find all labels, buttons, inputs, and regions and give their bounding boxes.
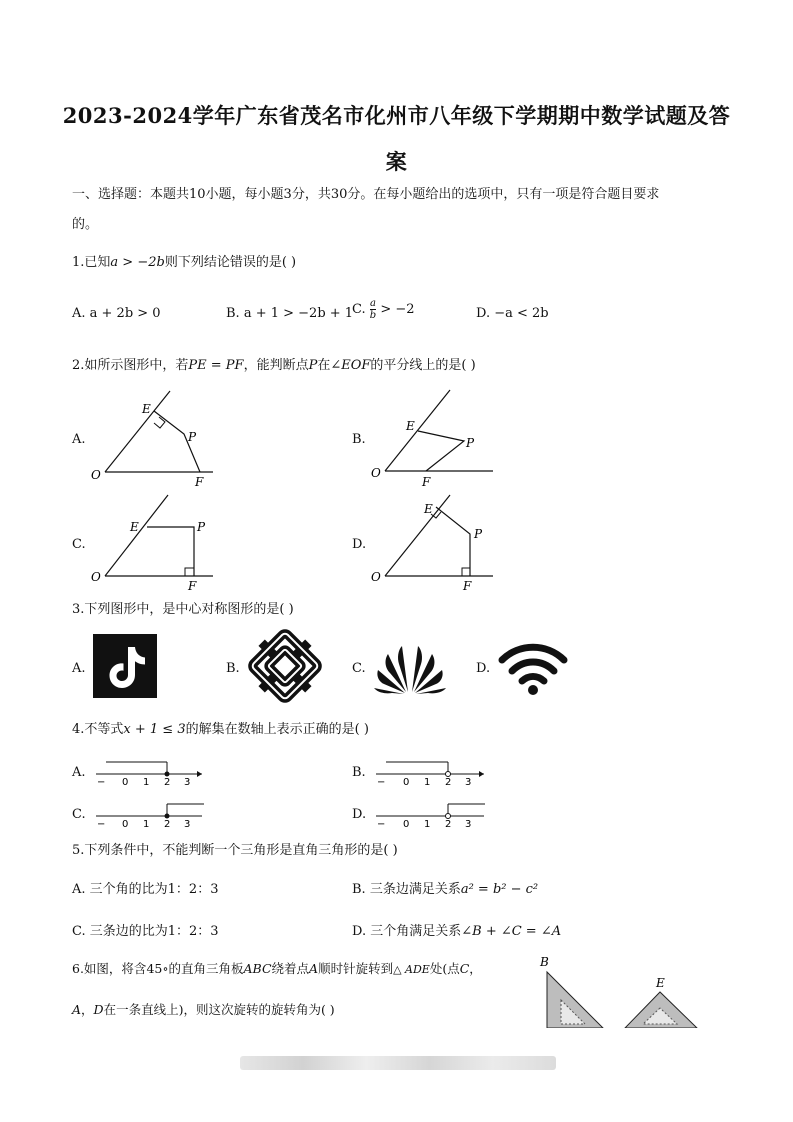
q4c-tick-0: 0	[122, 819, 129, 830]
q5-stem: 5.下列条件中，不能判断一个三角形是直角三角形的是( )	[72, 843, 398, 858]
q1-stem-post: 则下列结论错误的是( )	[164, 255, 297, 270]
q4d-tick-2: 2	[445, 819, 452, 830]
q4d-tick-3: 3	[465, 819, 472, 830]
q2-option-d[interactable]: D.	[352, 537, 367, 552]
q6-stem-line1	[72, 960, 482, 979]
q5-option-b[interactable]	[352, 878, 538, 897]
q4a-tick-2: 2	[164, 777, 171, 788]
q1-fraction-den: b	[369, 310, 377, 321]
q1-stem	[72, 254, 296, 272]
q6-text-c: 绕着点	[271, 961, 310, 976]
q2d-label-e: E	[424, 502, 433, 516]
q4-numberline-a	[92, 756, 212, 788]
q1-option-c[interactable]	[352, 298, 415, 321]
q1-option-c-rest: > −2	[380, 302, 415, 317]
q6-l2-point-a: A	[72, 1002, 82, 1017]
q4a-tick-minus: −	[97, 777, 106, 788]
huawei-logo-icon	[372, 640, 448, 694]
q2-figure-a	[88, 385, 223, 490]
q5-option-d-text: D. 三个角满足关系	[352, 924, 462, 939]
q5-option-b-math: a² = b² − c²	[460, 882, 539, 897]
q6-fig-label-b: B	[540, 955, 549, 969]
q4-stem	[72, 721, 369, 739]
section-header-cont: 的。	[72, 217, 99, 232]
q2c-label-p: P	[197, 520, 206, 534]
q2a-label-p: P	[188, 430, 197, 444]
q4-option-c[interactable]: C.	[72, 807, 86, 822]
page-title-cont: 案	[385, 149, 408, 174]
q6-abc: ABC	[243, 961, 272, 976]
q2-option-c[interactable]: C.	[72, 537, 86, 552]
q5-option-d-math: ∠B + ∠C = ∠A	[461, 924, 562, 939]
q2b-label-f: F	[422, 475, 431, 489]
q1-fraction-num: a	[369, 298, 376, 309]
q2d-label-o: O	[371, 570, 381, 584]
q2b-label-o: O	[371, 466, 381, 480]
q3-option-d[interactable]: D.	[476, 661, 491, 676]
q4d-tick-minus: −	[377, 819, 386, 830]
q6-l2-text: 在一条直线上)，则这次旋转的旋转角为( )	[103, 1002, 335, 1017]
q2-stem-math2: P	[308, 358, 318, 373]
q4c-tick-2: 2	[164, 819, 171, 830]
q1-stem-pre: 1.已知	[72, 255, 111, 270]
q4-stem-math: x + 1 ≤ 3	[123, 722, 186, 737]
q6-fig-label-e: E	[656, 976, 665, 990]
wifi-icon	[497, 638, 569, 696]
q4a-tick-3: 3	[184, 777, 191, 788]
q4-numberline-c	[92, 798, 212, 830]
q6-degree: 45∘	[146, 961, 169, 976]
q4-option-d[interactable]: D.	[352, 807, 367, 822]
q2-stem-mid2: 在	[317, 358, 331, 373]
q4b-tick-minus: −	[377, 777, 386, 788]
q6-l2-sep: ，	[81, 1002, 94, 1017]
q2d-label-p: P	[474, 527, 483, 541]
q2-figure-d	[368, 490, 503, 595]
knot-logo-icon	[246, 627, 324, 705]
q4b-tick-2: 2	[445, 777, 452, 788]
q4a-tick-1: 1	[143, 777, 150, 788]
q4c-tick-minus: −	[97, 819, 106, 830]
q1-option-c-label: C.	[352, 302, 366, 317]
q3-option-c[interactable]: C.	[352, 661, 366, 676]
q6-text-b: 的直角三角板	[168, 961, 244, 976]
q5-option-b-text: B. 三条边满足关系	[352, 882, 461, 897]
q6-text-a: 6.如图，将含	[72, 961, 147, 976]
q5-option-c[interactable]: C. 三条边的比为1：2：3	[72, 924, 219, 939]
q1-fraction	[370, 298, 376, 321]
q2-stem-mid: ，能判断点	[243, 358, 309, 373]
q2-figure-b	[368, 385, 503, 490]
q6-ade: △ ADE	[393, 963, 430, 976]
q4-numberline-b	[372, 756, 492, 788]
q4b-tick-1: 1	[424, 777, 431, 788]
page-title: 2023-2024学年广东省茂名市化州市八年级下学期期中数学试题及答	[62, 103, 731, 128]
q3-option-a[interactable]: A.	[72, 661, 86, 676]
q4d-tick-0: 0	[403, 819, 410, 830]
q2-stem-pre: 2.如所示图形中，若	[72, 358, 189, 373]
q6-point-c: C	[459, 961, 470, 976]
q2-figure-c	[88, 490, 223, 595]
q2c-label-e: E	[130, 520, 139, 534]
q6-stem-line2	[72, 1001, 335, 1019]
q2c-label-o: O	[91, 570, 101, 584]
q2-stem-math: PE = PF	[188, 358, 244, 373]
q1-option-d[interactable]: D. −a < 2b	[476, 306, 549, 321]
q4a-tick-0: 0	[122, 777, 129, 788]
section-header: 一、选择题：本题共10小题，每小题3分，共30分。在每小题给出的选项中，只有一项是符合题目要求	[72, 187, 660, 202]
tiktok-logo-icon	[93, 634, 157, 698]
q4-stem-pre: 4.不等式	[72, 722, 124, 737]
q2a-label-f: F	[195, 475, 204, 489]
q6-l2-point-d: D	[93, 1002, 104, 1017]
q3-option-b[interactable]: B.	[226, 661, 240, 676]
q6-point-a: A	[309, 961, 319, 976]
q2-stem-post: 的平分线上的是( )	[370, 358, 476, 373]
q4b-tick-3: 3	[465, 777, 472, 788]
q1-option-b[interactable]: B. a + 1 > −2b + 1	[226, 306, 354, 321]
q4-option-a[interactable]: A.	[72, 765, 86, 780]
q3-stem: 3.下列图形中，是中心对称图形的是( )	[72, 602, 294, 617]
q2d-label-f: F	[463, 579, 472, 593]
q4-numberline-d	[372, 798, 492, 830]
q6-text-f: ，	[469, 961, 482, 976]
q2-option-b[interactable]: B.	[352, 432, 366, 447]
q6-text-e: 处(点	[429, 961, 460, 976]
q1-option-a[interactable]: A. a + 2b > 0	[72, 306, 161, 321]
q6-text-d: 顺时针旋转到	[318, 961, 394, 976]
q2b-label-p: P	[466, 436, 475, 450]
q2c-label-f: F	[188, 579, 197, 593]
watermark-bar	[240, 1056, 556, 1070]
q4-option-b[interactable]: B.	[352, 765, 366, 780]
q6-figure	[535, 952, 705, 1028]
q5-option-d[interactable]	[352, 920, 561, 939]
q2-stem	[72, 357, 476, 375]
q1-stem-math: a > −2b	[110, 255, 165, 270]
q4c-tick-1: 1	[143, 819, 150, 830]
q2-stem-math3: ∠EOF	[330, 358, 371, 373]
q4c-tick-3: 3	[184, 819, 191, 830]
q2b-label-e: E	[406, 419, 415, 433]
q4-stem-post: 的解集在数轴上表示正确的是( )	[185, 722, 369, 737]
q5-option-a[interactable]: A. 三个角的比为1：2：3	[72, 882, 219, 897]
q2a-label-e: E	[142, 402, 151, 416]
q2-option-a[interactable]: A.	[72, 432, 86, 447]
q4d-tick-1: 1	[424, 819, 431, 830]
q2a-label-o: O	[91, 468, 101, 482]
q4b-tick-0: 0	[403, 777, 410, 788]
